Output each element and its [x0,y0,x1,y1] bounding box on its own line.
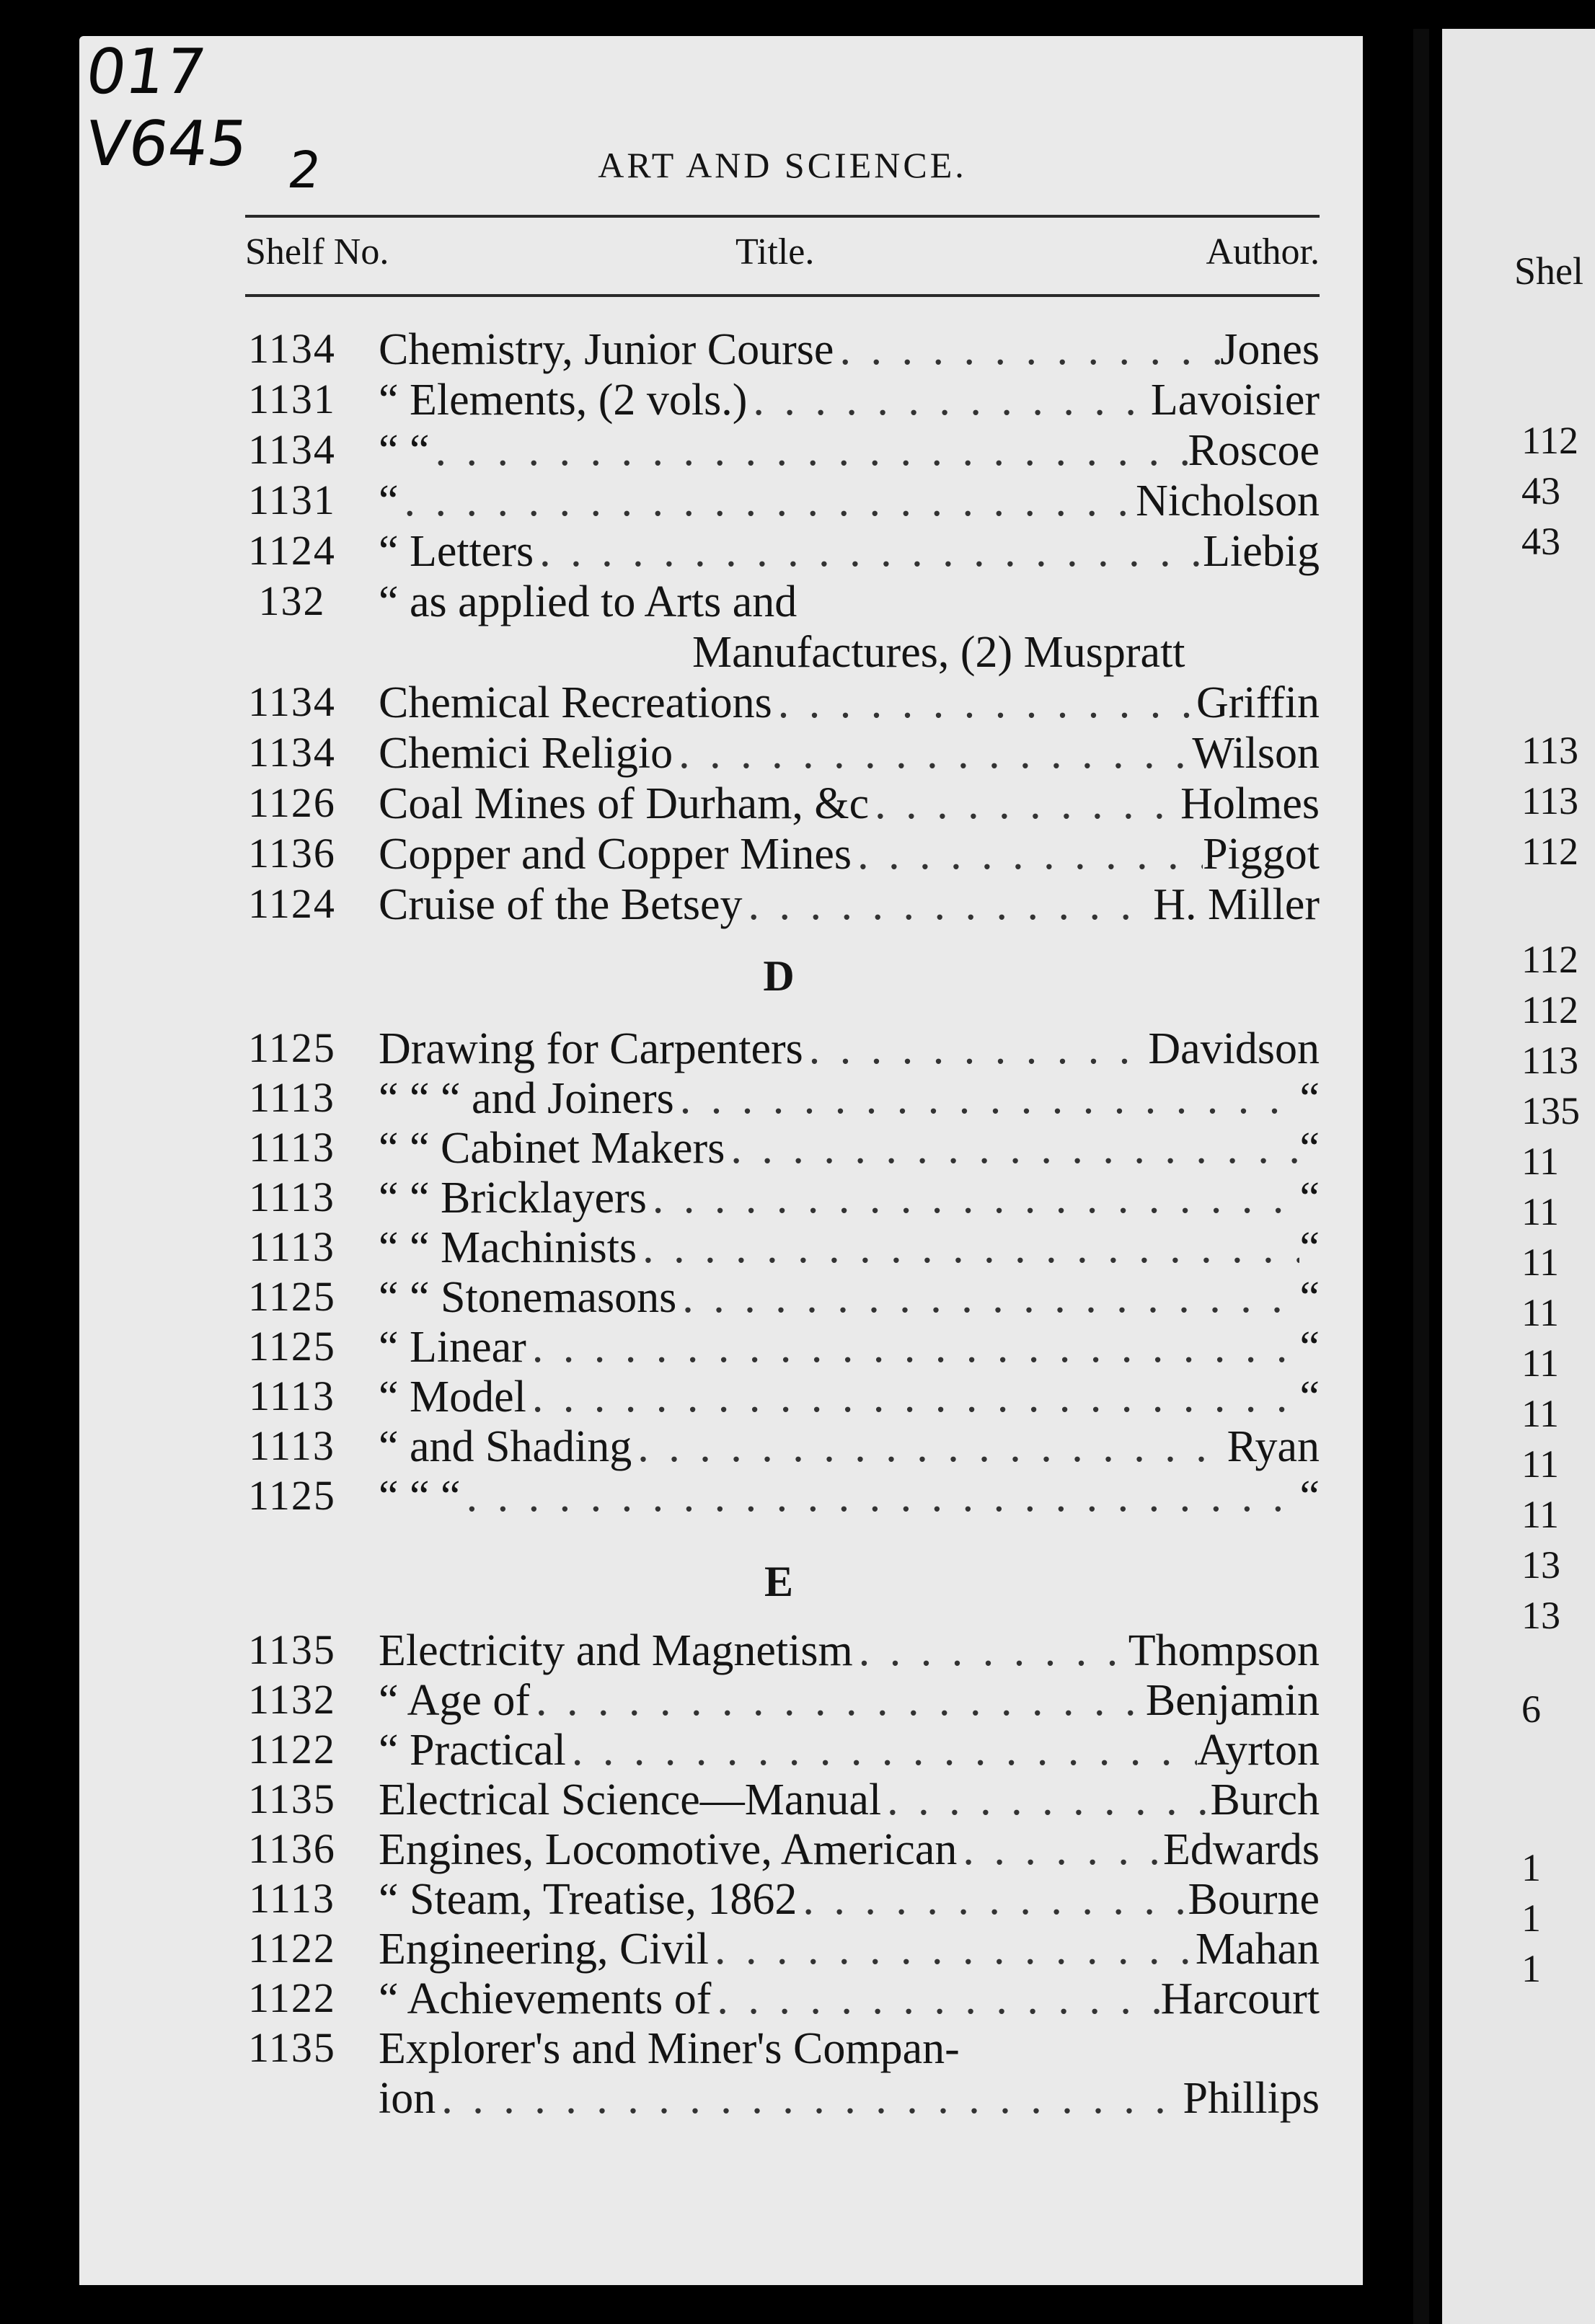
entry-text [379,879,1320,931]
entry-row [238,1924,1320,1974]
entry-continuation: Manufactures, (2) Muspratt [692,628,1185,677]
entry-row [238,2023,1320,2074]
shelf-number: 1124 [248,527,336,574]
entry-text [379,1874,1320,1925]
section-letter-d: D [763,952,795,1000]
handwritten-note-line1: 017 [81,36,211,108]
entry-title: “ Practical [379,1726,566,1775]
entry-title: “ “ Stonemasons [379,1273,677,1322]
shelf-number: 132 [258,577,326,624]
entry-text [379,324,1320,376]
entry-text [379,1024,1320,1075]
dot-leader [430,425,1188,476]
entry-text [379,678,1320,729]
right-page-shelf-fragment: 11 [1521,1140,1559,1183]
right-page-shelf-fragment: 112 [1521,938,1578,981]
dot-leader [803,1024,1149,1075]
dot-leader [853,1626,1128,1677]
dot-leader [526,1322,1300,1373]
page-title: ART AND SCIENCE. [598,145,967,185]
entry-row [238,879,1320,930]
right-page-shelf-fragment: 11 [1521,1190,1559,1233]
shelf-number: 1113 [249,1223,335,1270]
entry-row [238,1073,1320,1124]
right-page-shelf-fragment: 11 [1521,1341,1559,1385]
entry-row [238,1675,1320,1726]
right-page-shelf-fragment: 43 [1521,469,1560,513]
entry-author: Burch [1210,1775,1320,1824]
entry-author: Mahan [1195,1925,1320,1974]
entry-row [238,577,1320,627]
entry-text [379,1675,1320,1726]
shelf-number: 1113 [249,1372,335,1419]
entry-text [379,1824,1320,1876]
entry-title: “ “ Cabinet Makers [379,1124,725,1173]
dot-leader [711,1974,1160,2025]
shelf-number: 1122 [248,1925,336,1972]
entry-title: “ as applied to Arts and [379,577,798,626]
book-gutter [1413,29,1429,2324]
right-page-shelf-fragment: 112 [1521,419,1578,462]
entry-title: “ Age of [379,1676,531,1725]
entry-author: Bourne [1188,1875,1320,1924]
entry-row [238,476,1320,526]
entry-author: Harcourt [1160,1974,1320,2023]
entry-title: Chemistry, Junior Course [379,325,834,374]
entry-title: “ “ “ [379,1472,461,1521]
shelf-number: 1113 [249,1875,335,1922]
shelf-number: 1134 [248,325,336,372]
entry-author: Benjamin [1145,1676,1320,1725]
dot-leader [709,1924,1196,1975]
entry-title: Electricity and Magnetism [379,1626,853,1675]
entry-title: “ “ Bricklayers [379,1174,647,1223]
entry-author: Griffin [1196,678,1320,727]
entry-author: Ayrton [1197,1726,1320,1775]
dot-leader [772,678,1196,729]
right-page-shelf-fragment: 113 [1521,729,1578,772]
entry-text [379,375,1320,426]
dot-leader [399,476,1136,527]
entry-text [379,2073,1320,2124]
entry-row [238,1372,1320,1422]
shelf-number: 1113 [249,1074,335,1121]
entry-author: Jones [1220,325,1320,374]
entry-row [238,728,1320,779]
dot-leader [673,728,1192,779]
entry-text [379,1725,1320,1776]
entry-text [379,1924,1320,1975]
entry-author: H. Miller [1153,880,1320,929]
right-page-shelf-fragment: 11 [1521,1493,1559,1536]
dot-leader [869,779,1180,830]
entry-text [379,728,1320,779]
dot-leader [530,1675,1146,1726]
entry-row [238,1725,1320,1775]
entry-author: “ [1299,1372,1320,1422]
shelf-number: 1134 [248,729,336,776]
entry-row [238,1024,1320,1074]
header-rule-bottom [245,294,1320,297]
handwritten-mark: 2 [284,141,325,200]
entry-title: Copper and Copper Mines [379,830,852,879]
right-page-shelf-fragment: 112 [1521,988,1578,1032]
entry-title: Engineering, Civil [379,1925,710,1974]
entry-row [238,324,1320,375]
shelf-number: 1134 [248,678,336,725]
entry-row [238,779,1320,829]
dot-leader [566,1725,1197,1776]
right-page-shelf-fragment: 1 [1521,1897,1541,1940]
entry-author: Edwards [1163,1825,1320,1874]
entry-title: Drawing for Carpenters [379,1024,803,1073]
entry-row [238,526,1320,577]
dot-leader [647,1173,1300,1224]
right-page-shelf-fragment: 1 [1521,1947,1541,1990]
entry-row [238,1471,1320,1522]
entry-text [379,2023,1320,2075]
entry-text [379,1372,1320,1423]
entry-author: Piggot [1203,830,1320,879]
shelf-number: 1135 [248,1626,336,1673]
handwritten-note-line2: V645 [81,108,253,180]
right-page-shelf-fragment: 43 [1521,520,1560,563]
entry-author: Liebig [1203,527,1320,576]
dot-leader [725,1123,1299,1174]
entry-author: Thompson [1128,1626,1320,1675]
shelf-number: 1131 [248,476,336,523]
shelf-number: 1125 [248,1273,336,1320]
entry-title: “ Linear [379,1323,526,1372]
entry-row [238,1123,1320,1174]
entry-text [379,577,1320,628]
entry-row [238,1775,1320,1825]
entry-row [238,375,1320,425]
shelf-number: 1125 [248,1024,336,1071]
entry-row [238,678,1320,728]
entry-row [238,829,1320,879]
entry-author: Holmes [1180,779,1320,828]
right-page-shelf-fragment: 112 [1521,830,1578,873]
dot-leader [436,2073,1183,2124]
entry-text [379,779,1320,830]
dot-leader [834,324,1220,376]
col-author: Author. [1206,231,1320,272]
right-page-shelf-fragment: 113 [1521,1039,1578,1082]
entry-text [379,1173,1320,1224]
entry-title: Coal Mines of Durham, &c [379,779,870,828]
right-page-shelf-fragment: 6 [1521,1687,1541,1731]
right-page-shelf-fragment: 11 [1521,1291,1559,1334]
entry-text [379,1073,1320,1125]
shelf-number: 1134 [248,426,336,473]
entry-author: “ [1299,1323,1320,1372]
entry-title: “ [379,476,399,525]
dot-leader [743,879,1154,931]
entry-title: Electrical Science—Manual [379,1775,882,1824]
shelf-number: 1135 [248,2024,336,2071]
shelf-number: 1122 [248,1974,336,2021]
entry-author: Davidson [1148,1024,1320,1073]
entry-row [238,1173,1320,1223]
column-headers [245,231,1320,274]
entry-author: “ [1299,1174,1320,1223]
right-page-shelf-fragment: 11 [1521,1241,1559,1284]
entry-author: Wilson [1192,729,1320,778]
entry-row [238,1874,1320,1925]
shelf-number: 1136 [248,1825,336,1872]
entry-text [379,1123,1320,1174]
right-page-shelf-fragment: 113 [1521,779,1578,822]
entry-author: “ [1299,1273,1320,1322]
entry-row [238,2073,1320,2124]
entry-title: “ Model [379,1372,526,1422]
entry-author: “ [1299,1472,1320,1521]
right-page [1442,29,1595,2324]
dot-leader [747,375,1150,426]
right-page-shelf-fragment: 11 [1521,1442,1559,1486]
entry-title: Chemici Religio [379,729,673,778]
entry-author: Lavoisier [1150,376,1320,425]
dot-leader [534,526,1203,577]
entry-row [238,425,1320,476]
entry-row [238,1626,1320,1676]
entry-text [379,829,1320,880]
entry-text [379,425,1320,476]
entry-author: Roscoe [1188,426,1320,475]
entry-title: “ and Shading [379,1422,632,1471]
right-page-shelf-fragment: 13 [1521,1594,1560,1637]
shelf-number: 1125 [248,1323,336,1370]
entry-row [238,1272,1320,1323]
dot-leader [674,1073,1300,1125]
shelf-number: 1135 [248,1775,336,1822]
dot-leader [797,1874,1188,1925]
entry-author: “ [1299,1223,1320,1272]
entry-author: “ [1299,1124,1320,1173]
shelf-number: 1113 [249,1422,335,1469]
shelf-number: 1126 [248,779,336,826]
right-page-shelf-fragment: 13 [1521,1543,1560,1587]
shelf-number: 1122 [248,1726,336,1773]
dot-leader [526,1372,1300,1423]
entry-title: “ Letters [379,527,534,576]
right-page-shelf-fragment: 11 [1521,1392,1559,1435]
section-letter-e: E [764,1558,794,1605]
shelf-number: 1131 [248,376,336,422]
dot-leader [852,829,1203,880]
dot-leader [957,1824,1163,1876]
dot-leader [461,1471,1300,1522]
entry-text [379,526,1320,577]
entry-title: “ Achievements of [379,1974,712,2023]
entry-text [379,1775,1320,1826]
col-shelf: Shelf No. [245,231,389,272]
entry-author: “ [1299,1074,1320,1123]
entry-row [238,1974,1320,2024]
entry-title: Engines, Locomotive, American [379,1825,958,1874]
entry-title: “ Elements, (2 vols.) [379,376,748,425]
entry-row [238,1322,1320,1372]
right-page-header-fragment: Shel [1514,249,1584,293]
dot-leader [881,1775,1210,1826]
entry-title: “ “ Machinists [379,1223,637,1272]
entry-text [379,1974,1320,2025]
entry-title: ion [379,2074,436,2123]
entry-text [379,1422,1320,1473]
entry-title: Chemical Recreations [379,678,772,727]
entry-text [379,1272,1320,1323]
entry-author: Ryan [1227,1422,1320,1471]
header-rule-top [245,215,1320,218]
shelf-number: 1125 [248,1472,336,1519]
shelf-number: 1132 [248,1676,336,1723]
entry-text [379,476,1320,527]
entry-author: Phillips [1183,2074,1320,2123]
entry-row [238,1223,1320,1273]
dot-leader [632,1422,1227,1473]
right-page-shelf-fragment: 135 [1521,1089,1580,1132]
col-title: Title. [735,231,815,272]
shelf-number: 1124 [248,880,336,927]
entry-text [379,1223,1320,1274]
entry-title: Cruise of the Betsey [379,880,743,929]
dot-leader [676,1272,1299,1323]
shelf-number: 1113 [249,1174,335,1220]
entry-row [238,1824,1320,1875]
shelf-number: 1113 [249,1124,335,1171]
entry-title: Explorer's and Miner's Compan- [379,2024,960,2073]
entry-title: “ “ [379,426,430,475]
entry-text [379,1471,1320,1522]
entry-title: “ Steam, Treatise, 1862 [379,1875,798,1924]
entry-author: Nicholson [1136,476,1320,525]
dot-leader [637,1223,1299,1274]
right-page-shelf-fragment: 1 [1521,1846,1541,1889]
entry-row [238,1422,1320,1472]
entry-text [379,1626,1320,1677]
entry-text [379,1322,1320,1373]
shelf-number: 1136 [248,830,336,877]
entry-title: “ “ “ and Joiners [379,1074,674,1123]
